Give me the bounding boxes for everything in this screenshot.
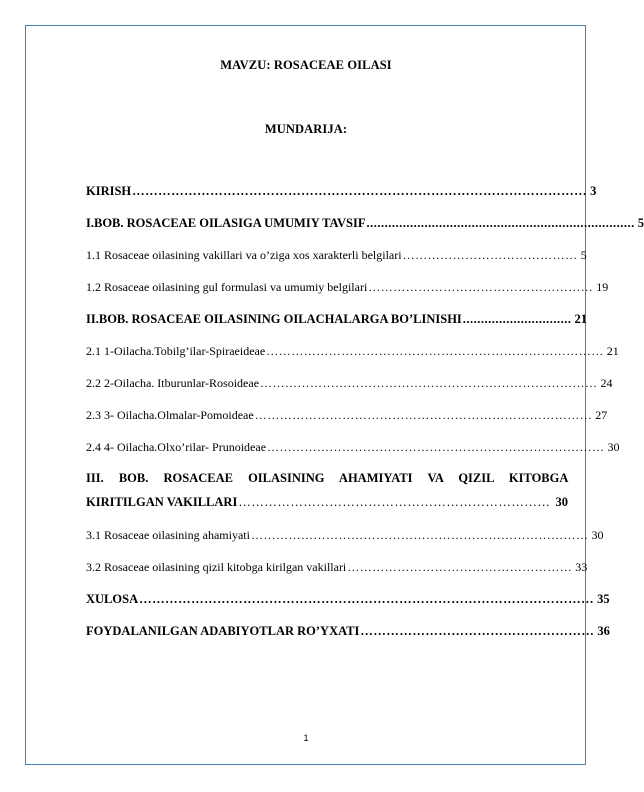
toc-leader-dots: ………………………………………………………………………: [250, 528, 589, 542]
toc-leader-dots: ………………………………………………………………………: [260, 376, 598, 390]
toc-entry-page: 24: [600, 376, 613, 390]
toc-leader-dots: ………………………………………………………………………: [266, 344, 604, 358]
toc-entry-label: 2.3 3- Oilacha.Olmalar-Pomoideae: [86, 408, 254, 422]
toc-entry-label: FOYDALANILGAN ADABIYOTLAR RO’YXATI: [86, 624, 360, 638]
toc-entry-label: 2.4 4- Oilacha.Olxo’rilar- Prunoideae: [86, 440, 267, 454]
toc-entry-page: 5: [580, 248, 587, 262]
toc-leader-dots: ……………………………………: [402, 248, 578, 262]
toc-leader-dots: ..............................: [462, 312, 572, 326]
toc-leader-dots: ……………………………………………………………………………………………: [139, 592, 595, 606]
toc-entry-page: 30: [591, 528, 604, 542]
toc-entry-page: 21: [606, 344, 619, 358]
toc-entry-kirish[interactable]: [86, 184, 597, 200]
toc-leader-dots: ………………………………………………………………………: [254, 408, 593, 422]
toc-leader-dots: ………………………………………………: [360, 624, 595, 638]
toc-entry-page: 30: [607, 440, 620, 454]
toc-entry-page: 19: [596, 280, 609, 294]
toc-entry-chapter-3-cont[interactable]: [86, 495, 568, 511]
toc-entry-2-1[interactable]: [86, 344, 619, 360]
toc-entry-page: 21: [574, 312, 588, 326]
toc-entry-chapter-3[interactable]: [86, 471, 568, 487]
toc-entry-3-1[interactable]: [86, 528, 604, 544]
toc-entry-page: 30: [555, 495, 568, 509]
toc-entry-label: KIRISH: [86, 184, 132, 198]
toc-leader-dots: ……………………………………………………………………………………………: [132, 184, 588, 198]
toc-entry-xulosa[interactable]: [86, 592, 610, 608]
toc-entry-2-3[interactable]: [86, 408, 608, 424]
toc-entry-page: 35: [597, 592, 610, 606]
toc-entry-label: 2.1 1-Oilacha.Tobilg’ilar-Spiraeideae: [86, 344, 266, 358]
toc-entry-chapter-2[interactable]: [86, 312, 588, 328]
contents-heading: MUNDARIJA:: [264, 122, 348, 136]
toc-entry-label: III. BOB. ROSACEAE OILASINING AHAMIYATI VA QIZIL KITOBGA: [86, 471, 569, 485]
toc-leader-dots: ………………………………………………………………………: [267, 440, 605, 454]
toc-entry-1-2[interactable]: [86, 280, 609, 296]
toc-entry-page: 36: [597, 624, 610, 638]
toc-entry-references[interactable]: [86, 624, 610, 640]
page-number: 1: [303, 733, 309, 743]
toc-entry-label: 3.1 Rosaceae oilasining ahamiyati: [86, 528, 250, 542]
toc-leader-dots: ………………………………………………: [368, 280, 594, 294]
toc-entry-page: 3: [590, 184, 597, 198]
toc-entry-label: II.BOB. ROSACEAE OILASINING OILACHALARGA BO’LINISHI: [86, 312, 462, 326]
toc-leader-dots: ………………………………………………………………: [238, 495, 551, 509]
toc-entry-1-1[interactable]: [86, 248, 587, 264]
toc-entry-3-2[interactable]: [86, 560, 588, 576]
toc-entry-2-4[interactable]: [86, 440, 620, 456]
toc-entry-label: I.BOB. ROSACEAE OILASIGA UMUMIY TAVSIF: [86, 216, 366, 230]
toc-leader-dots: ………………………………………………: [347, 560, 573, 574]
toc-leader-dots: ..........................................................................: [366, 216, 635, 230]
toc-entry-page: 27: [595, 408, 608, 422]
toc-entry-page: 33: [575, 560, 588, 574]
toc-entry-label: XULOSA: [86, 592, 139, 606]
toc-entry-chapter-1[interactable]: [86, 216, 644, 232]
toc-entry-label: 3.2 Rosaceae oilasining qizil kitobga kirilgan vakillari: [86, 560, 347, 574]
toc-entry-2-2[interactable]: [86, 376, 613, 392]
toc-entry-label: 2.2 2-Oilacha. Itburunlar-Rosoideae: [86, 376, 260, 390]
toc-entry-label: KIRITILGAN VAKILLARI: [86, 495, 238, 509]
toc-entry-label: 1.2 Rosaceae oilasining gul formulasi va umumiy belgilari: [86, 280, 368, 294]
document-title: MAVZU: ROSACEAE OILASI: [220, 58, 392, 72]
toc-entry-label: 1.1 Rosaceae oilasining vakillari va o’ziga xos xarakterli belgilari: [86, 248, 402, 262]
toc-entry-page: 5: [637, 216, 644, 230]
